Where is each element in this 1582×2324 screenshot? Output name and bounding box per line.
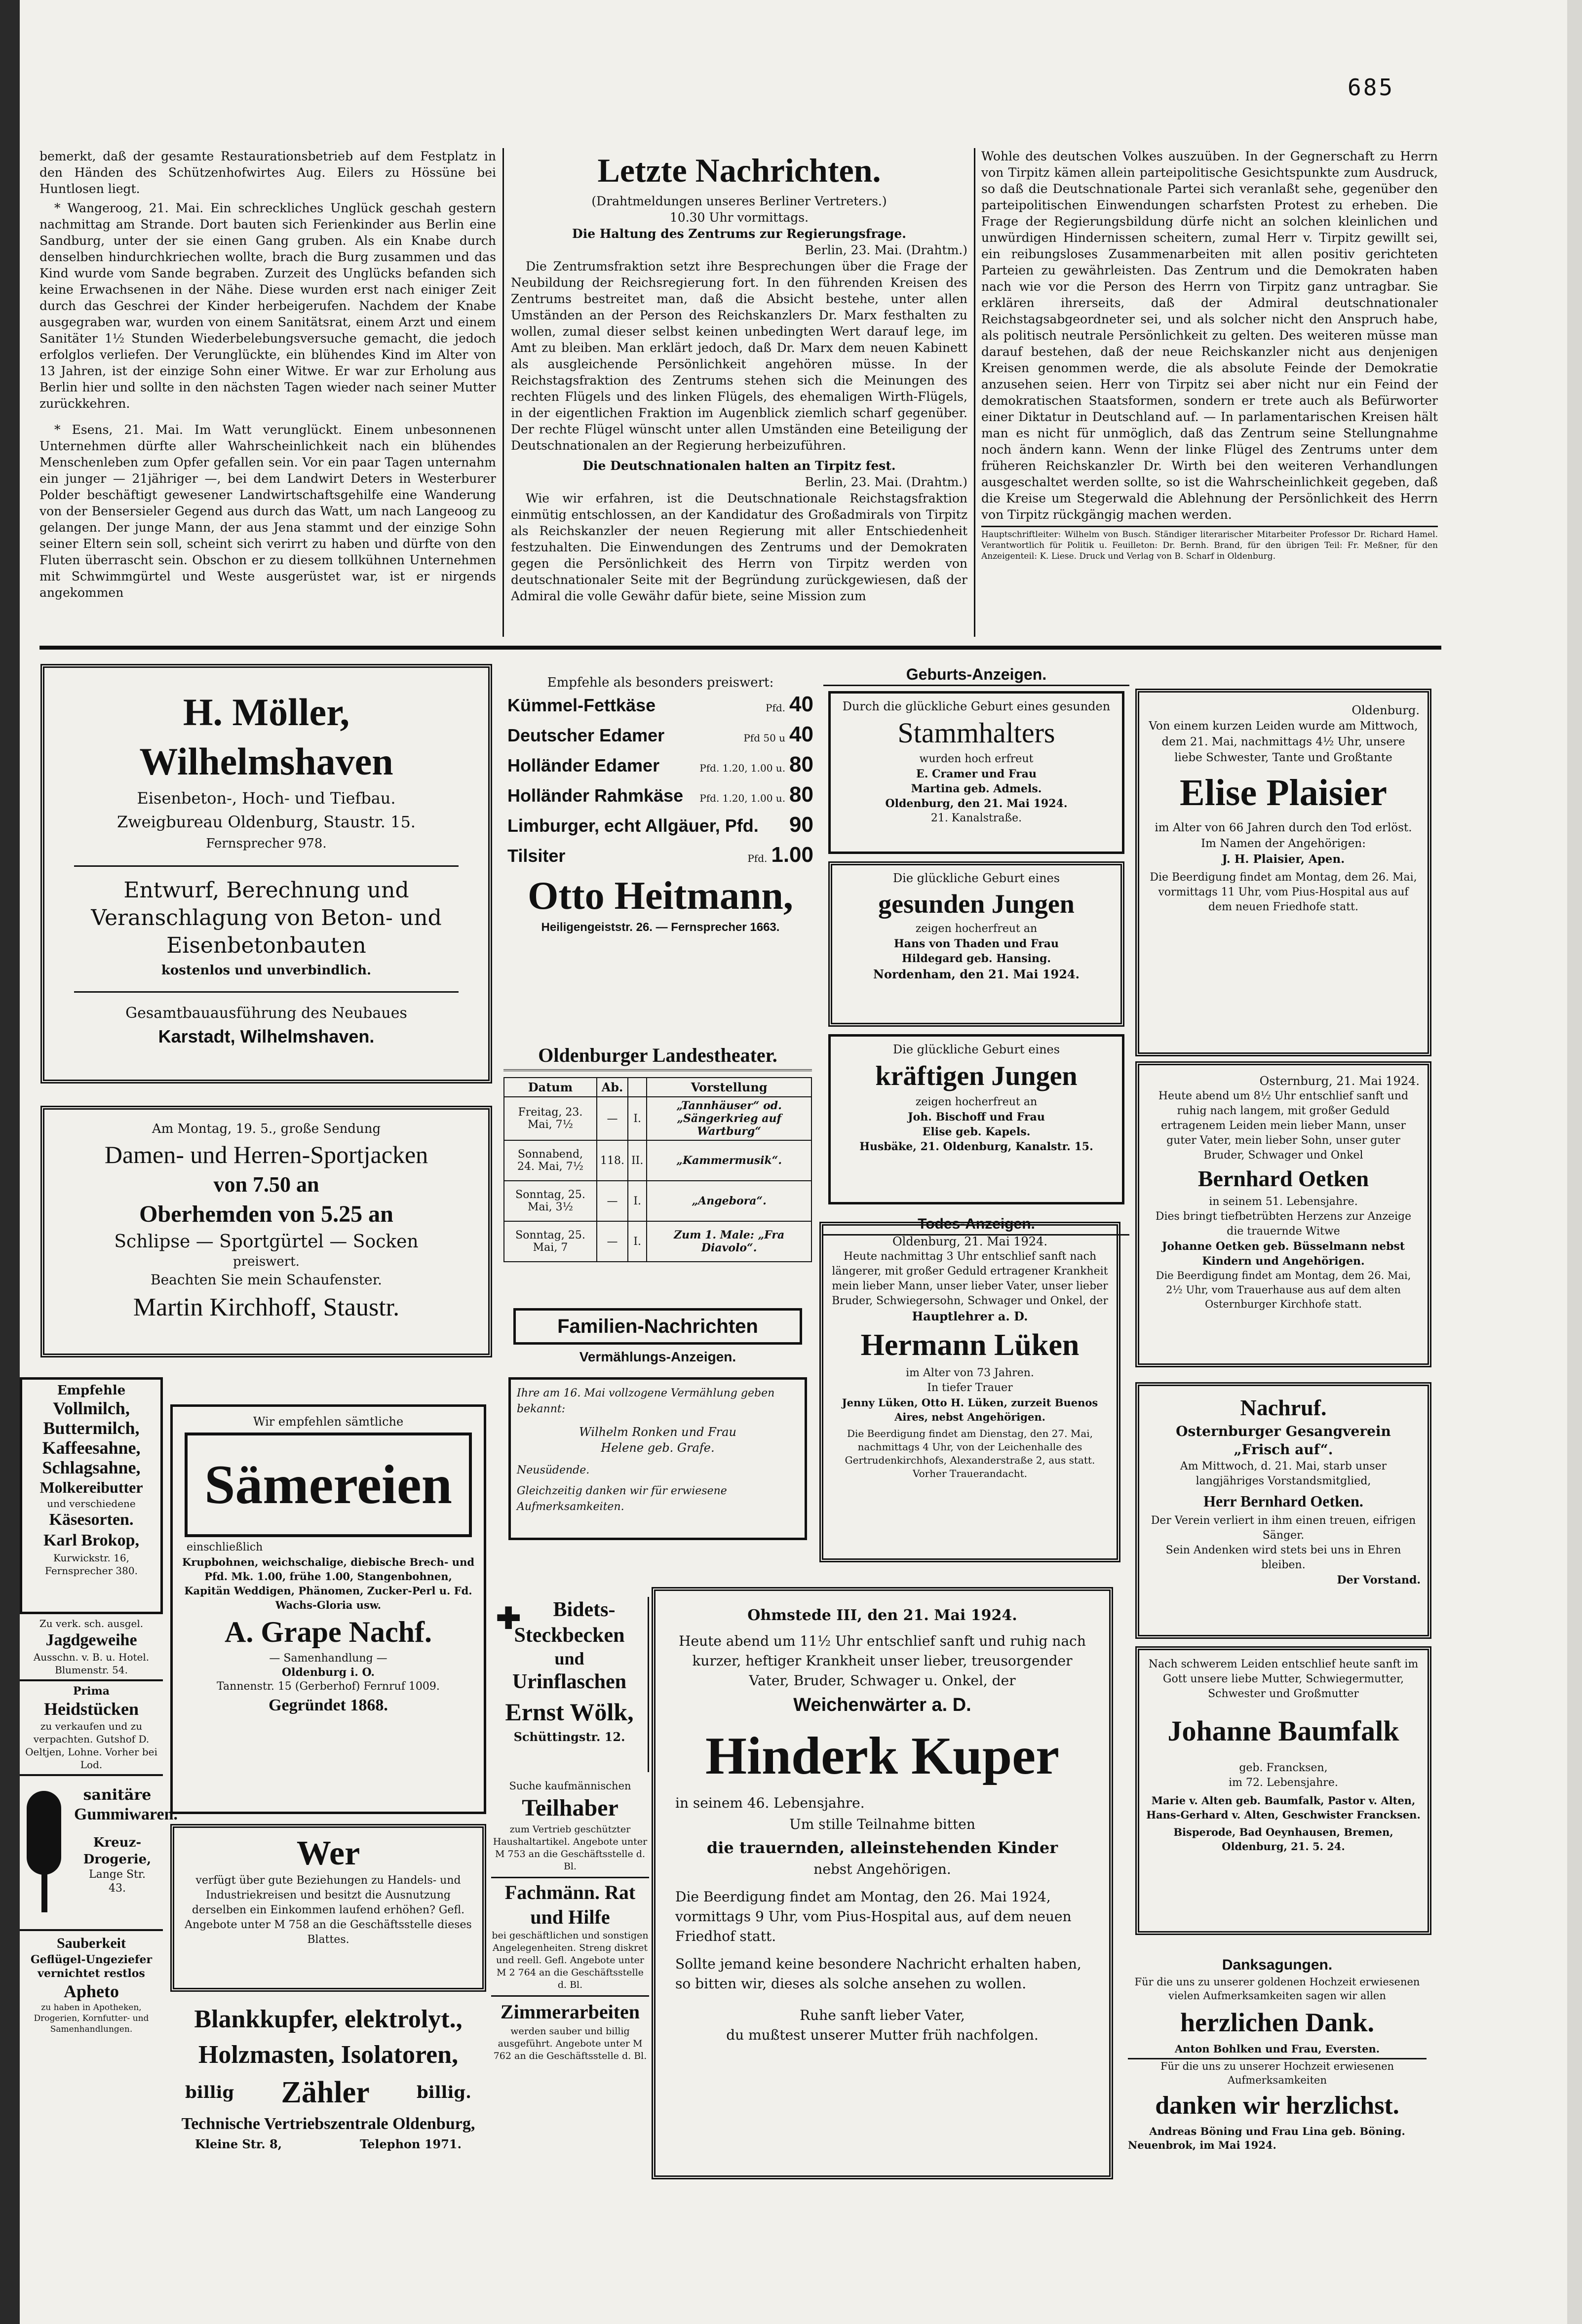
notice-text: Um stille Teilnahme bitten <box>789 1816 975 1832</box>
ad-text: Jagdgeweihe <box>45 1631 137 1649</box>
notice-text: Martina geb. Admels. <box>911 782 1042 795</box>
table-cell: „Kammermusik“. <box>647 1140 811 1181</box>
notice-text: Andreas Böning und Frau Lina geb. Böning. <box>1149 2125 1405 2137</box>
table-cell: I. <box>628 1097 647 1140</box>
table-cell: Sonntag, 25. Mai, 3½ <box>504 1181 597 1221</box>
notice-text: Heute abend um 11½ Uhr entschlief sanft und ruhig nach kurzer, heftiger Krankheit unser lieber, treusorgender Vater, Bruder, Schwager u. Onkel, der <box>679 1633 1086 1689</box>
notice-text: Die Beerdigung findet am Montag, dem 26. Mai, 2½ Uhr, vom Trauerhause aus auf dem alten Osternburger Kirchhofe statt. <box>1156 1270 1411 1310</box>
ad-firm-name: Ernst Wölk, <box>505 1698 634 1726</box>
notice-text: die trauernden, alleinstehenden Kinder <box>706 1838 1058 1857</box>
notice-text: in seinem 51. Lebensjahre. <box>1209 1196 1358 1208</box>
notice-text: Marie v. Alten geb. Baumfalk, Pastor v. Alten, Hans-Gerhard v. Alten, Geschwister Francksen. <box>1146 1794 1421 1821</box>
notice-text: Osternburg, 21. Mai 1924. <box>1259 1074 1420 1088</box>
notice-text: nebst Angehörigen. <box>813 1861 951 1877</box>
notice-text: Ohmstede III, den 21. Mai 1924. <box>747 1607 1017 1624</box>
notice-text: Die Beerdigung findet am Montag, dem 26. Mai, vormittags 11 Uhr, vom Pius-Hospital aus auf dem neuen Friedhofe statt. <box>1150 871 1417 913</box>
notice-text: Gleichzeitig danken wir für erwiesene Aufmerksamkeiten. <box>517 1485 727 1513</box>
cheese-price-list <box>507 692 813 872</box>
small-ads-column <box>491 1777 649 2184</box>
notice-name: Bernhard Oetken <box>1197 1166 1369 1191</box>
ad-text: Prima <box>73 1685 110 1698</box>
table-cell: 118. <box>597 1140 628 1181</box>
notice-text: Die glückliche Geburt eines <box>892 1043 1060 1056</box>
ad-text: Wir empfehlen sämtliche <box>253 1415 404 1429</box>
scan-edge-left <box>0 0 20 2324</box>
notice-text: Herr Bernhard Oetken. <box>1203 1492 1363 1510</box>
ad-text: Empfehle als besonders preiswert: <box>547 675 774 690</box>
ad-teilhaber <box>491 1777 649 1878</box>
news-paragraph: Die Zentrumsfraktion setzt ihre Besprechungen über die Frage der Neubildung der Reichsregierung fort. In den führenden Kreisen des Zentrums bestreitet man, daß die Absicht bestehe, unter allen Umständen an der Person des Reichskanzlers Dr. Marx festhalten zu wollen, zumal dieser selbst keinen unbedingten Wert darauf lege, im Amt zu bleiben. Man erklärt jedoch, daß Dr. Marx dem neuen Kabinett als ausgleichende Persönlichkeit angehören müsse. In der Reichstagsfraktion des Zentrums stehen sich die Meinungen des rechten Flügels und des linken Flügels, des ehemaligen Wirth-Flügels, in der eigentlichen Fraktion im Augenblick ziemlich scharf gegenüber. Der rechte Flügel wünscht unter allen Umständen eine Beteiligung der Deutschnationalen an der Regierung herbeizuführen. <box>511 259 967 453</box>
ad-text: Eisenbeton-, Hoch- und Tiefbau. <box>137 789 396 808</box>
ad-text: Tannenstr. 15 (Gerberhof) Fernruf 1009. <box>217 1680 440 1693</box>
news-column-2 <box>511 151 967 644</box>
death-notice-baumfalk <box>1135 1646 1431 1935</box>
ad-text: kostenlos und unverbindlich. <box>161 963 372 978</box>
notice-text: Wilhelm Ronken und Frau <box>579 1425 736 1439</box>
ad-text: Eisenbetonbauten <box>166 933 366 958</box>
deaths-header: Todes-Anzeigen. <box>823 1214 1129 1236</box>
ad-headline: Zähler <box>281 2076 370 2109</box>
notice-text: du mußtest unserer Mutter früh nachfolgen. <box>726 2027 1039 2043</box>
notice-text: 21. Kanalstraße. <box>930 812 1022 824</box>
news-paragraph: bemerkt, daß der gesamte Restaurationsbetrieb auf dem Festplatz in den Händen des Schützenhofwirtes Aug. Eilers zu Hössüne bei Huntlosen liegt. <box>39 149 496 196</box>
ad-text: Empfehle <box>57 1383 126 1398</box>
notice-text: Osternburger Gesangverein <box>1176 1423 1391 1439</box>
notice-text: Die Beerdigung findet am Dienstag, den 27. Mai, nachmittags 4 Uhr, von der Leichenhalle des Gertrudenkirchhofs, Alexanderstraße 2, aus statt. Vorher Trauerandacht. <box>845 1428 1095 1479</box>
notice-text: In tiefer Trauer <box>927 1382 1013 1394</box>
notice-text: Neusüdende. <box>517 1464 590 1476</box>
ad-headline: Blankkupfer, elektrolyt., <box>194 2005 463 2033</box>
ad-text: billig <box>185 2083 234 2102</box>
ad-text: Telephon 1971. <box>360 2137 462 2151</box>
birth-notice-1 <box>828 691 1124 854</box>
notice-text: Hauptlehrer a. D. <box>912 1309 1028 1323</box>
wedding-notice <box>508 1377 807 1540</box>
family-section <box>499 1303 817 1580</box>
ad-text: Suche kaufmännischen <box>509 1780 631 1792</box>
imprint: Hauptschriftleiter: Wilhelm von Busch. Ständiger literarischer Mitarbeiter Professor Dr. Richard Hamel. Verantwortlich für Politik u. Feuilleton: Dr. Bernh. Brand, für den übrigen Teil: Fr. Meßner, für den Anzeigenteil: K. Liese. Druck und Verlag von B. Scharf in Oldenburg. <box>981 526 1438 562</box>
ad-text: Buttermilch, <box>43 1418 140 1438</box>
ad-heitmann <box>502 664 818 1084</box>
table-cell: — <box>597 1181 628 1221</box>
notice-text: Die Beerdigung findet am Montag, den 26. Mai 1924, vormittags 9 Uhr, vom Pius-Hospital aus, auf dem neuen Friedhof statt. <box>675 1889 1072 1944</box>
price-list-item <box>507 752 813 782</box>
ad-firm-name: A. Grape Nachf. <box>225 1616 432 1648</box>
thanks-header: Danksagungen. <box>1222 1957 1333 1973</box>
table-cell: „Tannhäuser“ od. „Sängerkrieg auf Wartburg“ <box>647 1097 811 1140</box>
notice-text: Anton Bohlken und Frau, Eversten. <box>1128 2042 1427 2059</box>
product-name: Tilsiter <box>507 846 566 866</box>
notice-text: geb. Francksen, <box>1239 1762 1328 1774</box>
ad-text: Geflügel-Ungeziefer <box>30 1953 153 1966</box>
product-name: Limburger, echt Allgäuer, Pfd. <box>507 815 759 836</box>
table-cell: — <box>597 1097 628 1140</box>
notice-text: Am Mittwoch, d. 21. Mai, starb unser langjähriges Vorstandsmitglied, <box>1180 1460 1387 1487</box>
latest-news-time: 10.30 Uhr vormittags. <box>669 210 809 225</box>
table-cell: Freitag, 23. Mai, 7½ <box>504 1097 597 1140</box>
notice-name: Elise Plaisier <box>1179 772 1388 813</box>
table-header: Vorstellung <box>647 1078 811 1097</box>
notice-text: Im Namen der Angehörigen: <box>1201 837 1366 850</box>
section-rule <box>39 646 1441 650</box>
notice-text: Heute abend um 8½ Uhr entschlief sanft und ruhig nach langem, mit großer Geduld ertragenem Leiden mein lieber Mann, unser guter Vater, mein lieber Sohn, unser guter Bruder, Schwager und Onkel <box>1158 1090 1409 1162</box>
ad-text: zu haben in Apotheken, Drogerien, Kornfutter- und Samenhandlungen. <box>34 2003 149 2034</box>
ad-firm-name: Martin Kirchhoff, Staustr. <box>133 1293 400 1321</box>
ad-jagd <box>20 1614 163 1681</box>
notice-name: danken wir herzlichst. <box>1155 2092 1399 2120</box>
notice-text: zeigen hocherfreut an <box>915 923 1038 935</box>
page-number: 685 <box>1348 74 1395 101</box>
notice-text: zeigen hocherfreut an <box>915 1096 1038 1108</box>
news-dateline: Berlin, 23. Mai. (Drahtm.) <box>805 243 967 257</box>
ad-text: Schlagsahne, <box>42 1458 141 1477</box>
table-cell: „Angebora“. <box>647 1181 811 1221</box>
notice-text: Jenny Lüken, Otto H. Lüken, zurzeit Buenos Aires, nebst Angehörigen. <box>842 1396 1098 1423</box>
table-row <box>504 1181 811 1221</box>
ad-text: Schüttingstr. 12. <box>513 1730 625 1744</box>
news-headline: Die Haltung des Zentrums zur Regierungsfrage. <box>572 227 906 241</box>
ad-text: Molkereibutter <box>39 1478 143 1496</box>
death-notice-plaisier <box>1135 689 1431 1056</box>
notice-text: Von einem kurzen Leiden wurde am Mittwoch, dem 21. Mai, nachmittags 4½ Uhr, unsere liebe Schwester, Tante und Großtante <box>1149 720 1418 764</box>
table-cell: — <box>597 1221 628 1262</box>
news-column-3 <box>981 148 1438 642</box>
notice-text: wurden hoch erfreut <box>919 753 1034 765</box>
notice-text: Durch die glückliche Geburt eines gesunden <box>842 699 1111 713</box>
ad-text: Karstadt, Wilhelmshaven. <box>158 1026 375 1046</box>
ad-grape <box>170 1404 486 1814</box>
thanks-section <box>1123 1952 1431 2174</box>
ad-firm-name: Apheto <box>63 1981 119 2001</box>
theater-title: Oldenburger Landestheater. <box>503 1042 812 1071</box>
ad-heid <box>20 1681 163 1776</box>
news-paragraph: Wohle des deutschen Volkes auszuüben. In der Gegnerschaft zu Herrn von Tirpitz kämen allein parteipolitische Gesichtspunkte zum Ausdruck, so daß die Deutschnationale Partei sich veranlaßt sehe, gegenüber den parteipolitischen Einwendungen scharfsten Protest zu erheben. Die Frage der Regierungsbildung dürfe nicht an solchen kleinlichen und unwürdigen Hindernissen scheitern, zumal Herr v. Tirpitz gewillt sei, ein reibungsloses Zusammenarbeiten mit allen positiv gerichteten Parteien zu gewährleisten. Das Zentrum und die Demokraten haben nach wie vor die Person des Herrn von Tirpitz ganz untragbar. Sie erklären ihrerseits, daß der Admiral deutschnationaler Reichstagsabgeordneter sei, und als solcher nicht den Anspruch habe, als politisch neutrale Persönlichkeit zu gelten. Des weiteren müsse man darauf bestehen, daß der neue Reichskanzler nicht aus denjenigen Kreisen genommen werde, die als absolute Feinde der Demokratie anzusehen seien. Herr von Tirpitz sei aber nicht nur ein Feind der demokratischen Staatsformen, sondern er trete auch als Befürworter einer Diktatur in Deutschland auf. — In parlamentarischen Kreisen hält man es nicht für unmöglich, daß das Zentrum seine Stellungnahme noch ändern kann. Wenn der linke Flügel des Zentrums unter dem früheren Reichskanzler Dr. Wirth bei den weiteren Verhandlungen ausgeschaltet werden sollte, so ist die Wahrscheinlichkeit gegeben, daß die Kreise um Stegerwald die Ablehnung der Persönlichkeit des Herrn von Tirpitz rückgängig machen werden. <box>981 149 1438 522</box>
ad-headline: Fachmänn. Rat und Hilfe <box>504 1881 636 1928</box>
births-header: Geburts-Anzeigen. <box>823 664 1129 686</box>
table-row <box>504 1140 811 1181</box>
product-price: 80 <box>789 752 813 776</box>
ad-text: Drogerie, <box>83 1852 152 1867</box>
news-paragraph: Wie wir erfahren, ist die Deutschnationale Reichstagsfraktion einmütig entschlossen, an der Kandidatur des Großadmirals von Tirpitz als Reichskanzler der neuen Regierung mit aller Entschiedenheit festzuhalten. Die Einwendungen des Zentrums und der Demokraten gegen die Persönlichkeit des Herrn von Tirpitz werden von deutschnationaler Seite mit der Begründung zurückgewiesen, daß der Admiral die volle Gewähr dafür biete, seine Mission zum <box>511 491 967 603</box>
latest-news-sub: (Drahtmeldungen unseres Berliner Vertreters.) <box>591 194 887 208</box>
ad-text: Ausschn. v. B. u. Hotel. Blumenstr. 54. <box>33 1651 150 1676</box>
column-rule <box>502 148 504 637</box>
notice-text: E. Cramer und Frau <box>916 768 1037 780</box>
ad-text: preiswert. <box>233 1254 300 1269</box>
ad-text: Veranschlagung von Beton- und <box>91 905 442 930</box>
price-list-item <box>507 842 813 872</box>
notice-name: Stammhalters <box>897 717 1055 749</box>
product-name: Holländer Rahmkäse <box>507 785 684 806</box>
table-cell: Sonnabend, 24. Mai, 7½ <box>504 1140 597 1181</box>
notice-text: Helene geb. Grafe. <box>601 1441 715 1455</box>
scan-edge-right <box>1567 0 1582 2324</box>
ad-text: werden sauber und billig ausgeführt. Angebote unter M 762 an die Geschäftsstelle d. Bl. <box>493 2026 647 2061</box>
notice-name: herzlichen Dank. <box>1180 2008 1374 2037</box>
notice-text: Hildegard geb. Hansing. <box>901 952 1051 965</box>
table-cell: I. <box>628 1221 647 1262</box>
product-price: 40 <box>789 692 813 716</box>
product-unit: Pfd. 1.20, 1.00 u. <box>699 792 786 804</box>
notice-text: „Frisch auf“. <box>1234 1441 1333 1458</box>
ad-text: sanitäre <box>83 1786 152 1804</box>
ad-headline: Holzmasten, Isolatoren, <box>198 2041 459 2069</box>
ad-text: Beachten Sie mein Schaufenster. <box>151 1272 382 1288</box>
enema-bulb-icon <box>27 1791 61 1875</box>
family-header: Vermählungs-Anzeigen. <box>579 1349 736 1364</box>
ad-text: Lange Str. <box>89 1868 146 1881</box>
left-small-ads <box>20 1377 178 2202</box>
ad-text: Gegründet 1868. <box>269 1696 388 1714</box>
notice-text: Sollte jemand keine besondere Nachricht erhalten haben, so bitten wir, dieses als solche ansehen zu wollen. <box>675 1956 1081 1992</box>
table-row <box>504 1221 811 1262</box>
death-notice-oetken <box>1135 1061 1431 1367</box>
ad-blank <box>170 1997 486 2184</box>
notice-text: Weichenwärter a. D. <box>793 1695 971 1715</box>
ad-text: und verschiedene <box>47 1498 136 1510</box>
ad-text: Entwurf, Berechnung und <box>123 878 409 903</box>
product-unit: Pfd. <box>766 702 786 714</box>
ad-text: Heidstücken <box>43 1699 139 1719</box>
table-cell: Zum 1. Male: „Fra Diavolo“. <box>647 1221 811 1262</box>
ad-text: Bidets- <box>553 1598 616 1621</box>
ad-text: Kreuz- <box>93 1835 142 1850</box>
red-cross-icon: ✚ <box>496 1601 521 1636</box>
notice-text: Nach schwerem Leiden entschlief heute sanft im Gott unsere liebe Mutter, Schwiegermutter, Schwester und Großmutter <box>1148 1658 1419 1700</box>
ad-text: Kurwickstr. 16, <box>53 1552 129 1564</box>
ad-text: Heiligengeiststr. 26. — Fernsprecher 1663. <box>541 921 780 934</box>
ad-text: Am Montag, 19. 5., große Sendung <box>152 1122 381 1136</box>
news-paragraph: * Wangeroog, 21. Mai. Ein schreckliches Unglück geschah gestern nachmittag am Strande. Dort bauten sich Ferienkinder aus Berlin eine Sandburg, unter der sie einen Gang gruben. Als ein Knabe durch denselben hindurchkriechen wollte, brach die Burg zusammen und das Kind wurde vom Sande begraben. Zurzeit des Unglücks befanden sich keine Erwachsenen in der Nähe. Diese wurden erst nach einiger Zeit durch das Geschrei der Kinder herbeigerufen. Nachdem der Knabe ausgegraben war, wurden von einem Sanitätsrat, einem Arzt und einem Sanitäter 1½ Stunden Wiederbelebungsversuche gemacht, die jedoch erfolglos verliefen. Der Verunglückte, ein blühendes Kind im Alter von 13 Jahren, ist der einzige Sohn einer Witwe. Er war zur Erholung aus Berlin hier und sollte in den nächsten Tagen wieder nach seiner Mutter zurückkehren. <box>39 201 496 411</box>
ad-text: Schlipse — Sportgürtel — Socken <box>114 1232 419 1252</box>
price-list-item <box>507 782 813 812</box>
product-price: 90 <box>789 813 813 837</box>
ad-text: Vollmilch, <box>53 1398 130 1418</box>
notice-text: Der Vorstand. <box>1337 1574 1421 1587</box>
ad-text: Oldenburg i. O. <box>281 1666 375 1679</box>
ad-price: von 7.50 an <box>213 1172 319 1197</box>
table-cell: II. <box>628 1140 647 1181</box>
notice-text: Elise geb. Kapels. <box>922 1125 1031 1138</box>
ad-firm-name: Otto Heitmann, <box>528 874 793 918</box>
price-list-item <box>507 812 813 842</box>
ad-headline: Sämereien <box>185 1433 472 1537</box>
notice-text: Johanne Oetken geb. Büsselmann nebst Kindern und Angehörigen. <box>1161 1240 1405 1268</box>
death-notice-kuper <box>652 1587 1113 2179</box>
notice-text: Heute nachmittag 3 Uhr entschlief sanft nach längerer, mit großer Geduld ertragener Krankheit mein lieber Mann, unser lieber Vater, unser lieber Bruder, Schwiegersohn, Schwager und Onkel, der <box>832 1250 1108 1307</box>
product-unit: Pfd. <box>747 852 768 864</box>
ad-zimmer <box>491 1997 649 2066</box>
ad-moeller <box>40 664 492 1084</box>
ad-text: Zweigbureau Oldenburg, Staustr. 15. <box>117 813 416 831</box>
notice-text: im Alter von 73 Jahren. <box>906 1367 1034 1379</box>
notice-text: J. H. Plaisier, Apen. <box>1222 852 1345 866</box>
death-notice-lueken <box>819 1222 1120 1562</box>
product-unit: Pfd 50 u <box>743 732 786 744</box>
theater-table <box>503 1077 812 1262</box>
ad-headline: Wer <box>296 1834 360 1872</box>
ad-text: Sauberkeit <box>56 1935 126 1951</box>
ad-text: Fernsprecher 380. <box>45 1565 138 1577</box>
ad-firm-name: Technische Vertriebszentrale Oldenburg, <box>181 2115 475 2133</box>
price-list-item <box>507 722 813 752</box>
ad-text: Kaffeesahne, <box>42 1438 141 1458</box>
ad-headline: Teilhaber <box>522 1795 618 1821</box>
ad-price: Oberhemden von 5.25 an <box>139 1201 393 1227</box>
notice-text: Bisperode, Bad Oeynhausen, Bremen, Oldenburg, 21. 5. 24. <box>1173 1826 1393 1853</box>
ad-wer <box>170 1824 486 1992</box>
births-section <box>823 664 1129 1241</box>
ad-text: zu verkaufen und zu verpachten. Gutshof D. Oeltjen, Lohne. Vorher bei Lod. <box>25 1720 157 1771</box>
table-cell: Sonntag, 25. Mai, 7 <box>504 1221 597 1262</box>
product-unit: Pfd. 1.20, 1.00 u. <box>699 762 786 774</box>
ad-kirchhoff <box>40 1106 492 1357</box>
notice-text: Oldenburg, den 21. Mai 1924. <box>885 797 1068 810</box>
ad-woelk <box>491 1597 649 1772</box>
ad-text: verfügt über gute Beziehungen zu Handels- und Industriekreisen und besitzt die Ausnutzung derselben ein Einkommen laufend erhöhen? Gefl. Angebote unter M 758 an die Geschäftsstelle dieses Blattes. <box>185 1874 472 1946</box>
ad-milk <box>20 1377 163 1614</box>
notice-name: Hinderk Kuper <box>705 1727 1060 1785</box>
notice-text: Ruhe sanft lieber Vater, <box>800 2007 965 2023</box>
ad-text: und <box>554 1649 584 1668</box>
notice-name: kräftigen Jungen <box>875 1061 1078 1091</box>
ad-text: billig. <box>416 2083 471 2102</box>
ad-text: Damen- und Herren-Sportjacken <box>104 1141 428 1168</box>
ad-drogerie <box>20 1776 178 1931</box>
ad-fachmann <box>491 1878 649 1997</box>
theater-schedule <box>499 1037 817 1298</box>
ad-text: Krupbohnen, weichschalige, diebische Brech- und Pfd. Mk. 1.00, frühe 1.00, Stangenbohnen, Kapitän Weddigen, Phänomen, Zucker-Perl u. Fd. Wachs-Gloria usw. <box>182 1556 475 1611</box>
ad-headline: Zimmerarbeiten <box>500 2001 640 2023</box>
price-list-item <box>507 692 813 722</box>
notice-text: Die glückliche Geburt eines <box>892 871 1060 885</box>
news-dateline: Berlin, 23. Mai. (Drahtm.) <box>805 475 967 489</box>
notice-text: Husbäke, 21. Oldenburg, Kanalstr. 15. <box>859 1140 1093 1153</box>
table-header: Ab. <box>597 1078 628 1097</box>
product-name: Deutscher Edamer <box>507 725 665 745</box>
notice-text: Der Verein verliert in ihm einen treuen, eifrigen Sänger. <box>1151 1514 1416 1542</box>
news-paragraph: * Esens, 21. Mai. Im Watt verunglückt. Einem unbesonnenen Unternehmen dürfte aller Wahrscheinlichkeit nach ein blühendes Menschenleben zum Opfer gefallen sein. Vor ein paar Tagen unternahm ein junger — 21jähriger —, bei dem Landwirt Deters in Westerburer Polder beschäftigt gewesener Landwirtschaftsgehilfe eine Wanderung von der Bensersieler Gegend aus durch das Watt, um nach Langeoog zu gelangen. Der junge Mann, der aus Jena stammt und der einzige Sohn seiner Eltern sein soll, scheint sich verirrt zu haben und dürfte von den Fluten überrascht sein. Obschon er zu diesem tollkühnen Unternehmen mit Schwimmgürtel und Weste ausgerüstet war, ist er nirgends angekommen <box>39 423 496 600</box>
notice-name: Johanne Baumfalk <box>1167 1715 1399 1747</box>
family-title: Familien-Nachrichten <box>513 1308 802 1345</box>
column-rule <box>974 148 975 637</box>
notice-name: gesunden Jungen <box>878 889 1075 919</box>
notice-text: Dies bringt tiefbetrübten Herzens zur Anzeige die trauernde Witwe <box>1155 1210 1412 1238</box>
news-headline: Die Deutschnationalen halten an Tirpitz fest. <box>582 459 896 473</box>
ad-text: Gesamtbauausführung des Neubaues <box>125 1005 407 1022</box>
ad-text: Käsesorten. <box>49 1511 134 1529</box>
product-price: 1.00 <box>771 843 813 867</box>
notice-text: Oldenburg. <box>1351 703 1420 717</box>
ad-text: Zu verk. sch. ausgel. <box>39 1618 144 1629</box>
product-name: Holländer Edamer <box>507 755 660 775</box>
ad-text: — Samenhandlung — <box>269 1652 387 1665</box>
ad-text: Urinflaschen <box>512 1670 626 1693</box>
table-header <box>628 1078 647 1097</box>
ad-text: vernichtet restlos <box>38 1967 145 1980</box>
notice-text: Joh. Bischoff und Frau <box>908 1111 1045 1123</box>
ad-text: einschließlich <box>187 1541 263 1553</box>
ad-apheto <box>20 1931 163 2038</box>
notice-text: Neuenbrok, im Mai 1924. <box>1128 2139 1276 2151</box>
table-row <box>504 1097 811 1140</box>
latest-news-title: Letzte Nachrichten. <box>597 152 881 189</box>
ad-text: Fernsprecher 978. <box>206 836 327 851</box>
ad-text: Steckbecken <box>514 1624 625 1647</box>
notice-name: Hermann Lüken <box>860 1328 1080 1362</box>
ad-firm-name: H. Möller, Wilhelmshaven <box>139 691 393 783</box>
news-column-1 <box>39 148 496 642</box>
obituary-nachruf <box>1135 1382 1431 1639</box>
notice-text: im 72. Lebensjahre. <box>1229 1777 1338 1789</box>
product-price: 40 <box>789 722 813 746</box>
notice-text: Ihre am 16. Mai vollzogene Vermählung geben bekannt: <box>517 1387 775 1415</box>
notice-name: Nachruf. <box>1240 1395 1327 1420</box>
birth-notice-3 <box>828 1034 1124 1204</box>
table-header: Datum <box>504 1078 597 1097</box>
birth-notice-2 <box>828 861 1124 1027</box>
product-name: Kümmel-Fettkäse <box>507 695 656 715</box>
notice-text: in seinem 46. Lebensjahre. <box>675 1795 865 1811</box>
ad-text: 43. <box>109 1882 126 1895</box>
notice-text: Oldenburg, 21. Mai 1924. <box>892 1235 1047 1248</box>
ad-firm-name: Karl Brokop, <box>43 1531 139 1549</box>
enema-tube-icon <box>41 1873 47 1912</box>
notice-text: im Alter von 66 Jahren durch den Tod erlöst. <box>1155 821 1412 834</box>
notice-text: Sein Andenken wird stets bei uns in Ehren bleiben. <box>1165 1544 1401 1571</box>
notice-text: Für die uns zu unserer goldenen Hochzeit erwiesenen vielen Aufmerksamkeiten sagen wir allen <box>1134 1976 1420 2002</box>
ad-text: bei geschäftlichen und sonstigen Angelegenheiten. Streng diskret und reell. Gefl. Angebote unter M 2 764 an die Geschäftsstelle d. Bl. <box>492 1930 649 1990</box>
ad-text: zum Vertrieb geschützter Haushaltartikel. Angebote unter M 753 an die Geschäftsstelle d. Bl. <box>493 1824 648 1872</box>
notice-text: Hans von Thaden und Frau <box>894 937 1059 950</box>
ad-text: Gummiwaren. <box>74 1805 178 1823</box>
product-price: 80 <box>789 782 813 807</box>
notice-text: Nordenham, den 21. Mai 1924. <box>873 967 1080 981</box>
table-cell: I. <box>628 1181 647 1221</box>
ad-text: Kleine Str. 8, <box>195 2137 282 2151</box>
notice-text: Für die uns zu unserer Hochzeit erwiesenen Aufmerksamkeiten <box>1160 2060 1394 2086</box>
